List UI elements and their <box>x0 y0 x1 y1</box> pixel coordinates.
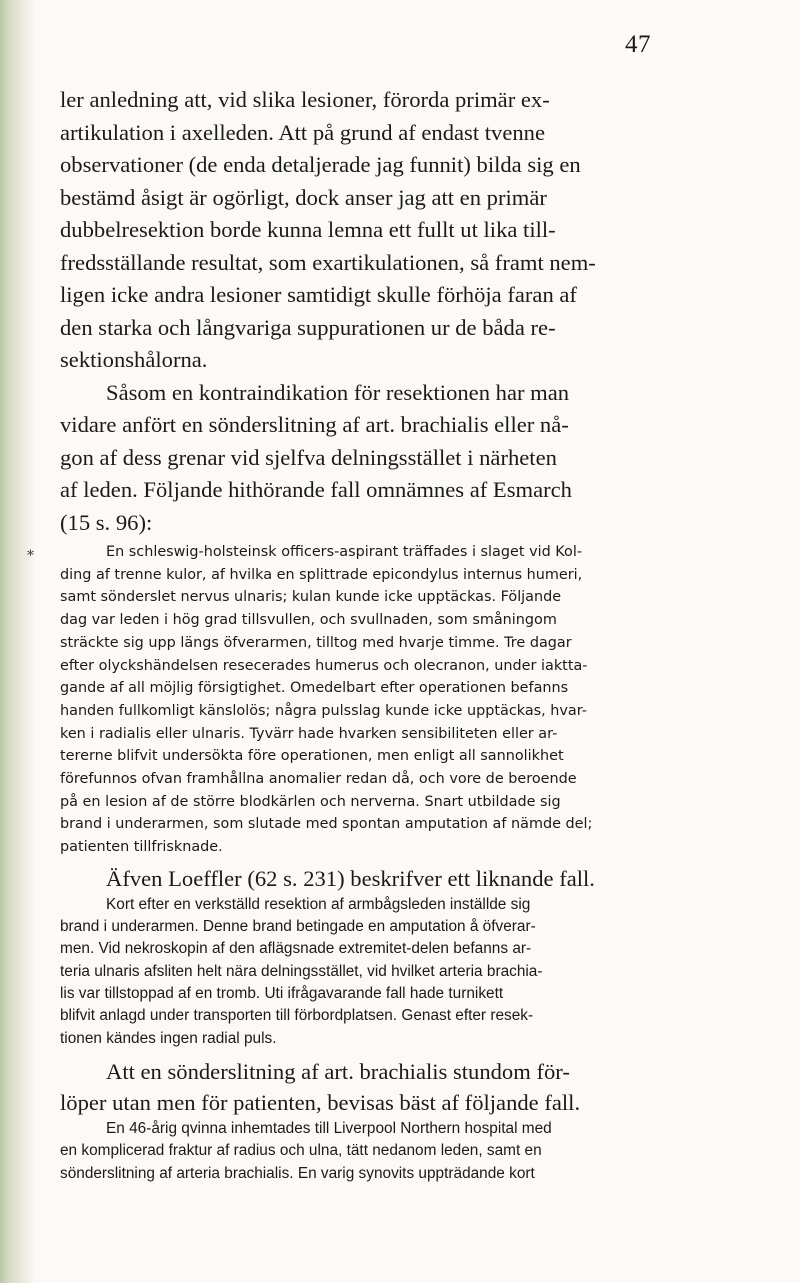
text-line: dubbelresektion borde kunna lemna ett fullt ut lika till- <box>60 217 556 242</box>
text-line: Såsom en kontraindikation för resektionen har man <box>106 379 570 405</box>
text-line: fredsställande resultat, som exartikulationen, så framt nem- <box>60 249 596 275</box>
text-line: gande af all möjlig försigtighet. Omedelbart efter operationen befanns <box>60 680 569 697</box>
text-line: Att en sönderslitning af art. brachialis stundom för- <box>106 1058 570 1084</box>
text-line: efter olyckshändelsen resecerades humerus och olecranon, under iaktta- <box>60 657 588 674</box>
text-line: den starka och långvariga suppurationen ur de båda re- <box>60 314 556 340</box>
text-line: ler anledning att, vid slika lesioner, förorda primär ex- <box>60 87 550 112</box>
page-body <box>60 84 740 1185</box>
text-line: observationer (de enda detaljerade jag funnit) bilda sig en <box>60 152 581 177</box>
text-line: tererne blifvit undersökta före operationen, men enligt all sannolikhet <box>60 748 564 765</box>
text-line: bestämd åsigt är ogörligt, dock anser jag att en primär <box>60 184 547 210</box>
text-line: på en lesion af de större blodkärlen och nerverna. Snart utbildade sig <box>60 793 561 810</box>
paragraph-1 <box>60 84 740 377</box>
text-line: patienten tillfrisknade. <box>60 839 223 856</box>
text-line: förefunnos ofvan framhållna anomalier redan då, och vore de beroende <box>60 771 577 788</box>
text-line: lis var tillstoppad af en tromb. Uti ifrågavarande fall hade turnikett <box>60 985 504 1003</box>
text-line: artikulation i axelleden. Att på grund af endast tvenne <box>60 119 545 145</box>
text-line: En 46-årig qvinna inhemtades till Liverpool Northern hospital med <box>106 1119 552 1137</box>
text-line: brand i underarmen, som slutade med spontan amputation af nämde del; <box>60 816 593 833</box>
text-line: sönderslitning af arteria brachialis. En varig synovits uppträdande kort <box>60 1164 535 1182</box>
text-line: ligen icke andra lesioner samtidigt skulle förhöja faran af <box>60 282 577 307</box>
paragraph-4 <box>60 1056 740 1118</box>
page-number: 47 <box>625 31 651 58</box>
text-line: teria ulnaris afsliten helt nära delningsstället, vid hvilket arteria brachia- <box>60 962 543 980</box>
text-line: men. Vid nekroskopin af den aflägsnade extremitet-delen befanns ar- <box>60 940 532 958</box>
paragraph-2 <box>60 377 740 540</box>
text-line: brand i underarmen. Denne brand betingade en amputation å öfverar- <box>60 918 536 936</box>
case-report-1 <box>60 541 740 859</box>
case-report-3 <box>60 1118 740 1185</box>
text-line: samt sönderslet nervus ulnaris; kulan kunde icke upptäckas. Följande <box>60 589 562 606</box>
text-line: ken i radialis eller ulnaris. Tyvärr hade hvarken sensibiliteten eller ar- <box>60 725 558 742</box>
margin-mark: * <box>27 548 34 564</box>
text-line: ding af trenne kulor, af hvilka en splittrade epicondylus internus humeri, <box>60 566 583 583</box>
page-gutter-shadow <box>0 0 36 1283</box>
case-report-2 <box>60 894 740 1050</box>
text-line: Äfven Loeffler (62 s. 231) beskrifver ett liknande fall. <box>106 865 595 891</box>
text-line: sektionshålorna. <box>60 347 208 372</box>
text-line: (15 s. 96): <box>60 509 153 535</box>
text-line: blifvit anlagd under transporten till förbordplatsen. Genast efter resek- <box>60 1007 534 1025</box>
text-line: dag var leden i hög grad tillsvullen, och svullnaden, som småningom <box>60 612 557 629</box>
text-line: gon af dess grenar vid sjelfva delningsstället i närheten <box>60 444 557 470</box>
text-line: vidare anfört en sönderslitning af art. brachialis eller nå- <box>60 412 569 437</box>
text-line: sträckte sig upp längs öfverarmen, tilltog med hvarje timme. Tre dagar <box>60 634 572 651</box>
text-line: tionen kändes ingen radial puls. <box>60 1029 277 1047</box>
text-line: En schleswig-holsteinsk officers-aspirant träffades i slaget vid Kol- <box>106 544 583 560</box>
text-line: Kort efter en verkställd resektion af armbågsleden inställde sig <box>106 895 531 913</box>
text-line: af leden. Följande hithörande fall omnämnes af Esmarch <box>60 477 572 502</box>
paragraph-3 <box>60 863 740 894</box>
text-line: en komplicerad fraktur af radius och ulna, tätt nedanom leden, samt en <box>60 1142 542 1160</box>
text-line: löper utan men för patienten, bevisas bäst af följande fall. <box>60 1089 581 1115</box>
text-line: handen fullkomligt känslolös; några pulsslag kunde icke upptäckas, hvar- <box>60 702 587 719</box>
